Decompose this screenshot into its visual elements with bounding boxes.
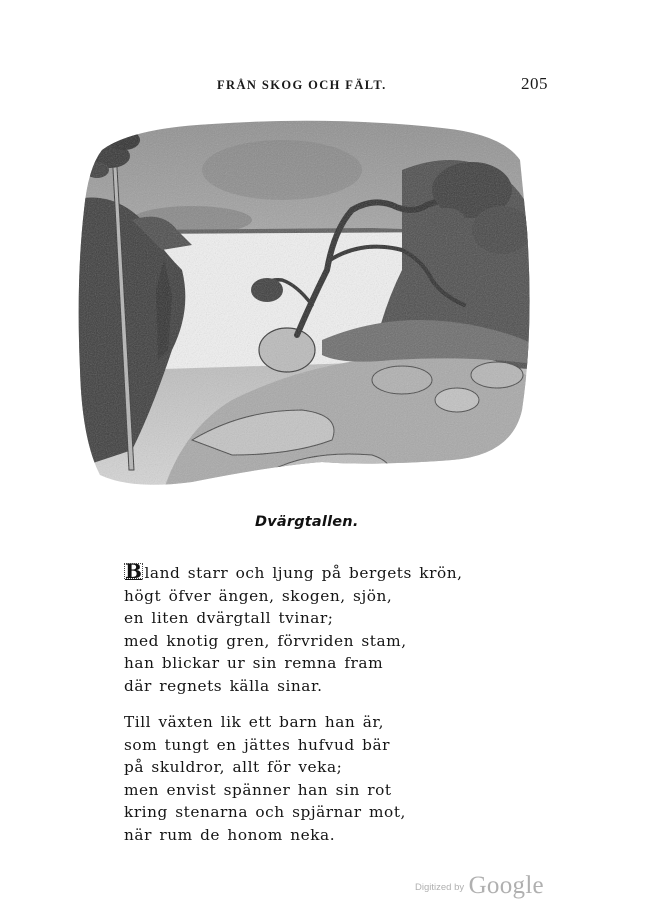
poem-line: när rum de honom neka. xyxy=(124,825,336,844)
poem-line: där regnets källa sinar. xyxy=(124,676,323,695)
illustration xyxy=(72,110,547,495)
landscape-engraving-image xyxy=(72,110,547,495)
poem-line: som tungt en jättes hufvud bär xyxy=(124,735,391,754)
stanza-1 xyxy=(124,559,463,698)
watermark-prefix: Digitized by xyxy=(415,882,465,893)
poem-line xyxy=(124,559,463,585)
poem-line: kring stenarna och spjärnar mot, xyxy=(124,803,406,822)
poem-line: med knotig gren, förvriden stam, xyxy=(124,631,407,650)
poem-line-text: land starr och ljung på bergets krön, xyxy=(144,564,463,582)
google-logo-text: Google xyxy=(468,872,544,899)
poem-line: högt öfver ängen, skogen, sjön, xyxy=(124,586,393,605)
poem-line: på skuldror, allt för veka; xyxy=(124,758,343,777)
running-head: FRÅN SKOG OCH FÄLT. xyxy=(217,78,387,92)
poem-line: en liten dvärgtall tvinar; xyxy=(124,609,334,628)
stanza-2 xyxy=(124,711,406,847)
ornamental-dropcap: B xyxy=(125,559,143,583)
poem-line: men envist spänner han sin rot xyxy=(124,780,392,799)
page-number: 205 xyxy=(521,74,548,93)
poem-line: Till växten lik ett barn han är, xyxy=(124,713,385,731)
digitized-watermark xyxy=(415,872,544,900)
poem-line: han blickar ur sin remna fram xyxy=(124,654,384,673)
poem-title: Dvärgtallen. xyxy=(255,514,359,530)
